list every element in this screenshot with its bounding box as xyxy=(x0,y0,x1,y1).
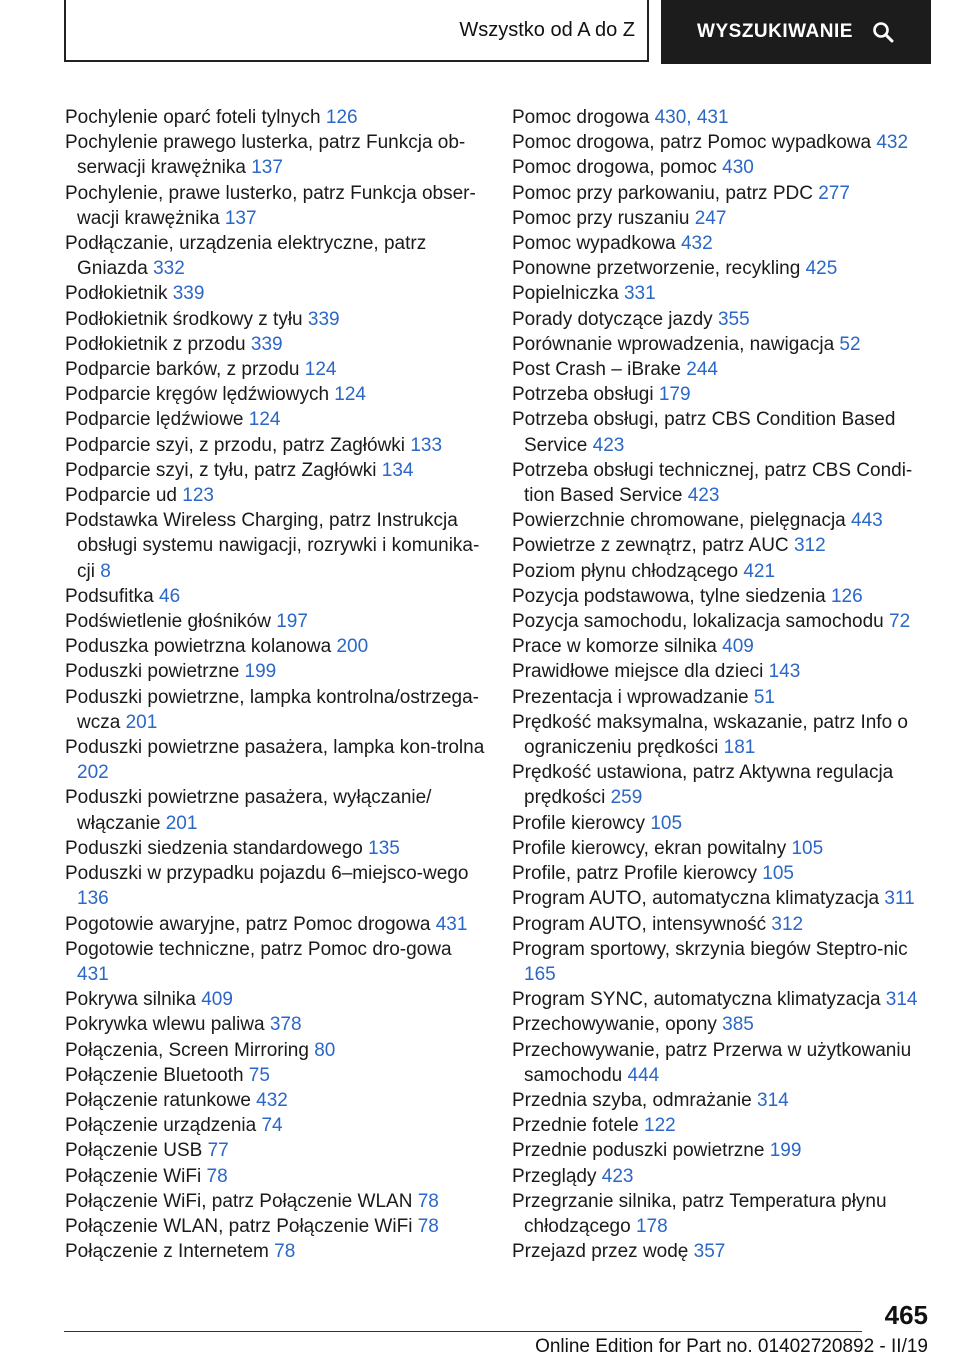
index-entry xyxy=(65,659,485,684)
index-entry xyxy=(65,861,485,911)
index-entry xyxy=(65,912,485,937)
entry-term: Potrzeba obsługi xyxy=(512,384,654,406)
entry-term: Poduszki powietrzne xyxy=(65,661,240,683)
index-entry xyxy=(512,836,927,861)
index-entry xyxy=(65,307,485,332)
entry-term: Pozycja podstawowa, tylne siedzenia xyxy=(512,585,826,607)
index-entry xyxy=(65,281,485,306)
page-reference-link[interactable]: 409 xyxy=(201,989,233,1011)
index-entry xyxy=(512,861,927,886)
index-entry xyxy=(512,1138,927,1163)
page-reference-link[interactable]: 332 xyxy=(153,258,185,280)
index-entry xyxy=(65,181,485,231)
index-entry xyxy=(512,382,927,407)
page-reference-link[interactable]: 80 xyxy=(314,1039,336,1061)
entry-term: Połączenie USB xyxy=(65,1140,203,1162)
page-reference-link[interactable]: 134 xyxy=(381,459,414,481)
page-reference-link[interactable]: 314 xyxy=(757,1089,789,1111)
index-entry xyxy=(65,836,485,861)
entry-term: Przednia szyba, odmrażanie xyxy=(512,1089,752,1111)
index-entry xyxy=(65,609,485,634)
page-reference-link[interactable]: 311 xyxy=(884,888,915,910)
entry-term: Program SYNC, automatyczna klimatyzacja xyxy=(512,989,881,1011)
index-entry xyxy=(512,710,927,760)
entry-term: Poziom płynu chłodzącego xyxy=(512,560,739,582)
entry-term: Pomoc wypadkowa xyxy=(512,233,676,255)
entry-term: Powierzchnie chromowane, pielęgnacja xyxy=(512,510,846,532)
page-reference-link[interactable]: 105 xyxy=(762,863,794,885)
entry-term: Podparcie szyi, z tyłu, patrz Zagłówki xyxy=(65,459,377,481)
index-entry xyxy=(512,105,927,130)
page-reference-link[interactable]: 179 xyxy=(658,384,691,406)
index-entry xyxy=(65,785,485,835)
index-entry xyxy=(512,609,927,634)
entry-term: Prace w komorze silnika xyxy=(512,636,717,658)
index-entry xyxy=(65,382,485,407)
index-entry xyxy=(512,987,927,1012)
index-entry xyxy=(65,685,485,735)
page-reference-link[interactable]: 259 xyxy=(610,787,643,809)
page-reference-link[interactable]: 78 xyxy=(274,1241,296,1263)
entry-term: Powietrze z zewnątrz, patrz AUC xyxy=(512,535,789,557)
index-entry xyxy=(512,1012,927,1037)
entry-term: Profile kierowcy xyxy=(512,812,646,834)
index-entry xyxy=(65,483,485,508)
search-tab[interactable] xyxy=(661,0,931,64)
page-reference-link[interactable]: 124 xyxy=(248,409,281,431)
index-entry xyxy=(512,508,927,533)
page-reference-link[interactable]: 277 xyxy=(818,182,850,204)
page-number: 465 xyxy=(884,1300,928,1330)
page-reference-link[interactable]: 202 xyxy=(77,762,109,784)
page-reference-link[interactable]: 312 xyxy=(793,535,826,557)
index-entry xyxy=(512,634,927,659)
index-entry xyxy=(512,130,927,155)
entry-term: Połączenia, Screen Mirroring xyxy=(65,1039,309,1061)
entry-term: Połączenie WiFi xyxy=(65,1165,202,1187)
page-reference-link[interactable]: 385 xyxy=(722,1014,754,1036)
entry-term: Połączenie WiFi, patrz Połączenie WLAN xyxy=(65,1190,413,1212)
page-reference-link[interactable]: 199 xyxy=(244,661,277,683)
page-reference-link[interactable]: 143 xyxy=(768,661,801,683)
page-reference-link[interactable]: 431 xyxy=(77,963,109,985)
index-entry xyxy=(65,105,485,130)
entry-term: Połączenie urządzenia xyxy=(65,1115,257,1137)
index-entry xyxy=(65,458,485,483)
index-entry xyxy=(512,407,927,457)
entry-term: Podparcie ud xyxy=(65,485,177,507)
page-reference-link[interactable]: 355 xyxy=(717,308,750,330)
entry-term: Podłokietnik z przodu xyxy=(65,333,246,355)
index-entry xyxy=(65,1063,485,1088)
page-reference-link[interactable]: 51 xyxy=(753,686,775,708)
index-entry xyxy=(65,735,485,785)
index-entry xyxy=(512,760,927,810)
entry-term: Prędkość maksymalna, wskazanie, patrz Info o ograniczeniu prędkości xyxy=(512,711,909,759)
index-entry xyxy=(65,1164,485,1189)
entry-term: Pochylenie, prawe lusterko, patrz Funkcja obser-wacji krawężnika xyxy=(65,182,476,229)
page-reference-link[interactable]: 200 xyxy=(336,636,369,658)
index-entry xyxy=(512,659,927,684)
index-entry xyxy=(65,937,485,987)
entry-term: Porównanie wprowadzenia, nawigacja xyxy=(512,333,835,355)
page-reference-link[interactable]: 181 xyxy=(723,737,756,759)
index-entry xyxy=(512,1113,927,1138)
page-reference-link[interactable]: 247 xyxy=(694,207,727,229)
footer-divider xyxy=(64,1331,862,1332)
index-entry xyxy=(65,407,485,432)
page-reference-link[interactable]: 357 xyxy=(693,1241,726,1263)
index-entry xyxy=(512,1088,927,1113)
entry-term: Profile kierowcy, ekran powitalny xyxy=(512,837,787,859)
page-reference-link[interactable]: 123 xyxy=(182,485,214,507)
entry-term: Pokrywka wlewu paliwa xyxy=(65,1014,265,1036)
index-entry xyxy=(512,181,927,206)
page-reference-link[interactable]: 78 xyxy=(417,1190,439,1212)
index-entry xyxy=(512,281,927,306)
index-entry xyxy=(65,1214,485,1239)
page-reference-link[interactable]: 126 xyxy=(325,107,358,128)
page-reference-link[interactable]: 124 xyxy=(334,384,366,406)
index-entry xyxy=(65,433,485,458)
page-reference-link[interactable]: 431 xyxy=(435,913,468,935)
page-reference-link[interactable]: 409 xyxy=(722,636,754,658)
entry-term: Połączenie ratunkowe xyxy=(65,1089,251,1111)
entry-term: Pomoc przy parkowaniu, patrz PDC xyxy=(512,182,813,204)
page-reference-link[interactable]: 78 xyxy=(417,1215,439,1237)
entry-term: Połączenie z Internetem xyxy=(65,1241,269,1263)
entry-term: Poduszki powietrzne pasażera, lampka kon-trolna xyxy=(65,737,485,759)
index-entry xyxy=(65,1088,485,1113)
top-navigation xyxy=(64,0,931,64)
entry-term: Przejazd przez wodę xyxy=(512,1241,689,1263)
entry-term: Prezentacja i wprowadzanie xyxy=(512,686,749,708)
page-reference-link[interactable]: 430 xyxy=(722,157,754,179)
entry-term: Połączenie Bluetooth xyxy=(65,1064,244,1086)
index-column-right xyxy=(512,105,927,1264)
index-entry xyxy=(512,307,927,332)
page-reference-link[interactable]: 339 xyxy=(250,333,283,355)
page-reference-link[interactable]: 72 xyxy=(889,611,911,633)
index-entry xyxy=(512,332,927,357)
entry-term: Przechowywanie, patrz Przerwa w użytkowaniu samochodu xyxy=(512,1039,912,1086)
entry-term: Poduszka powietrzna kolanowa xyxy=(65,636,332,658)
entry-term: Podłokietnik xyxy=(65,283,168,305)
page-reference-link[interactable]: 137 xyxy=(251,157,283,179)
entry-term: Potrzeba obsługi, patrz CBS Condition Based Service xyxy=(512,409,896,456)
index-entry xyxy=(512,231,927,256)
entry-term: Poduszki siedzenia standardowego xyxy=(65,837,363,859)
index-entry xyxy=(512,886,927,911)
page-reference-link[interactable]: 178 xyxy=(635,1215,668,1237)
magnifier-icon xyxy=(871,20,895,44)
entry-term: Poduszki powietrzne pasażera, wyłączanie/ włączanie xyxy=(65,787,432,834)
page-reference-link[interactable]: 201 xyxy=(165,812,198,834)
entry-term: Pomoc drogowa, pomoc xyxy=(512,157,717,179)
index-entry xyxy=(512,685,927,710)
index-column-left xyxy=(65,105,485,1264)
index-entry xyxy=(65,634,485,659)
entry-term: Program AUTO, automatyczna klimatyzacja xyxy=(512,888,880,910)
entry-term: Przednie fotele xyxy=(512,1115,639,1137)
page-reference-link[interactable]: 430, 431 xyxy=(654,107,729,128)
entry-term: Pomoc drogowa, patrz Pomoc wypadkowa xyxy=(512,132,872,154)
page-reference-link[interactable]: 423 xyxy=(592,434,625,456)
index-entry xyxy=(65,1138,485,1163)
entry-term: Podparcie kręgów lędźwiowych xyxy=(65,384,330,406)
page-reference-link[interactable]: 312 xyxy=(771,913,804,935)
entry-term: Popielniczka xyxy=(512,283,619,305)
entry-term: Porady dotyczące jazdy xyxy=(512,308,713,330)
index-entry xyxy=(512,559,927,584)
index-entry xyxy=(512,912,927,937)
page-reference-link[interactable]: 432 xyxy=(680,233,713,255)
index-entry xyxy=(512,811,927,836)
page-reference-link[interactable]: 137 xyxy=(224,207,257,229)
entry-term: Pochylenie oparć foteli tylnych xyxy=(65,107,321,128)
index-entry xyxy=(65,130,485,180)
page-reference-link[interactable]: 78 xyxy=(206,1165,228,1187)
index-entry xyxy=(65,1012,485,1037)
entry-term: Pogotowie awaryjne, patrz Pomoc drogowa xyxy=(65,913,431,935)
index-entry xyxy=(512,206,927,231)
page-reference-link[interactable]: 244 xyxy=(686,359,718,381)
page-reference-link[interactable]: 105 xyxy=(791,837,824,859)
entry-term: Pomoc drogowa xyxy=(512,107,650,128)
page-reference-link[interactable]: 124 xyxy=(304,359,337,381)
page-reference-link[interactable]: 331 xyxy=(623,283,656,305)
index-tab[interactable]: Wszystko od A do Z xyxy=(64,0,649,62)
edition-footer: Online Edition for Part no. 01402720892 - II/19 xyxy=(535,1336,928,1357)
index-entry xyxy=(65,1038,485,1063)
entry-term: Podstawka Wireless Charging, patrz Instrukcja obsługi systemu nawigacji, rozrywki i komunika-cji xyxy=(65,510,480,582)
index-entry xyxy=(65,584,485,609)
index-entry xyxy=(512,584,927,609)
page-reference-link[interactable]: 133 xyxy=(410,434,443,456)
index-entry xyxy=(512,1189,927,1239)
entry-term: Przechowywanie, opony xyxy=(512,1014,717,1036)
page-reference-link[interactable]: 199 xyxy=(769,1140,802,1162)
entry-term: Pomoc przy ruszaniu xyxy=(512,207,690,229)
entry-term: Poduszki w przypadku pojazdu 6–miejsco-wego xyxy=(65,863,469,885)
entry-term: Podłokietnik środkowy z tyłu xyxy=(65,308,303,330)
index-entry xyxy=(512,357,927,382)
page-reference-link[interactable]: 8 xyxy=(100,560,111,582)
page-reference-link[interactable]: 52 xyxy=(839,333,861,355)
page-reference-link[interactable]: 75 xyxy=(248,1064,270,1086)
index-entry xyxy=(65,1189,485,1214)
page-reference-link[interactable]: 432 xyxy=(256,1089,288,1111)
page-reference-link[interactable]: 423 xyxy=(687,485,720,507)
page-reference-link[interactable]: 77 xyxy=(207,1140,229,1162)
entry-term: Przeglądy xyxy=(512,1165,597,1187)
page-reference-link[interactable]: 74 xyxy=(261,1115,283,1137)
page-reference-link[interactable]: 197 xyxy=(276,611,308,633)
index-entry xyxy=(512,155,927,180)
index-entry xyxy=(65,357,485,382)
page-reference-link[interactable]: 135 xyxy=(368,837,400,859)
page-reference-link[interactable]: 126 xyxy=(830,585,863,607)
entry-term: Program sportowy, skrzynia biegów Steptro-nic xyxy=(512,938,908,960)
entry-term: Prędkość ustawiona, patrz Aktywna regulacja prędkości xyxy=(512,762,894,809)
entry-term: Podparcie szyi, z przodu, patrz Zagłówki xyxy=(65,434,406,456)
index-entry xyxy=(65,987,485,1012)
page-reference-link[interactable]: 339 xyxy=(307,308,340,330)
page-reference-link[interactable]: 136 xyxy=(77,888,109,910)
page-reference-link[interactable]: 105 xyxy=(650,812,683,834)
index-entry xyxy=(65,1113,485,1138)
page-reference-link[interactable]: 378 xyxy=(269,1014,302,1036)
entry-term: Pogotowie techniczne, patrz Pomoc dro-gowa xyxy=(65,938,452,960)
entry-term: Przegrzanie silnika, patrz Temperatura płynu chłodzącego xyxy=(512,1190,887,1237)
index-entry xyxy=(512,1239,927,1264)
page-reference-link[interactable]: 444 xyxy=(627,1064,660,1086)
entry-term: Potrzeba obsługi technicznej, patrz CBS Condi-tion Based Service xyxy=(512,459,913,507)
page-reference-link[interactable]: 122 xyxy=(644,1115,676,1137)
index-entry xyxy=(512,256,927,281)
entry-term: Połączenie WLAN, patrz Połączenie WiFi xyxy=(65,1215,413,1237)
entry-term: Przednie poduszki powietrzne xyxy=(512,1140,765,1162)
entry-term: Podświetlenie głośników xyxy=(65,611,271,633)
entry-term: Post Crash – iBrake xyxy=(512,359,681,381)
page-reference-link[interactable]: 46 xyxy=(159,585,181,607)
entry-term: Poduszki powietrzne, lampka kontrolna/ostrzega-wcza xyxy=(65,686,479,733)
entry-term: Podsufitka xyxy=(65,585,154,607)
entry-term: Pozycja samochodu, lokalizacja samochodu xyxy=(512,611,884,633)
index-entry xyxy=(65,231,485,281)
entry-term: Pochylenie prawego lusterka, patrz Funkcja ob-serwacji krawężnika xyxy=(65,132,466,179)
page-reference-link[interactable]: 432 xyxy=(876,132,909,154)
page-reference-link[interactable]: 314 xyxy=(885,989,918,1011)
index-entry xyxy=(512,1038,927,1088)
entry-term: Profile, patrz Profile kierowcy xyxy=(512,863,757,885)
page-reference-link[interactable]: 201 xyxy=(125,711,158,733)
index-entry xyxy=(512,458,927,508)
entry-term: Podłączanie, urządzenia elektryczne, patrz Gniazda xyxy=(65,233,427,280)
index-entry xyxy=(65,508,485,584)
entry-term: Prawidłowe miejsce dla dzieci xyxy=(512,661,764,683)
page-reference-link[interactable]: 443 xyxy=(851,510,883,532)
index-entry xyxy=(512,1164,927,1189)
entry-term: Podparcie lędźwiowe xyxy=(65,409,244,431)
search-tab-label: WYSZUKIWANIE xyxy=(697,21,853,42)
page-reference-link[interactable]: 425 xyxy=(805,258,838,280)
page-reference-link[interactable]: 421 xyxy=(743,560,776,582)
index-entry xyxy=(65,1239,485,1264)
page-reference-link[interactable]: 423 xyxy=(601,1165,634,1187)
index-entry xyxy=(512,937,927,987)
entry-term: Ponowne przetworzenie, recykling xyxy=(512,258,801,280)
entry-term: Program AUTO, intensywność xyxy=(512,913,767,935)
index-entry xyxy=(65,332,485,357)
index-entry xyxy=(512,533,927,558)
page-reference-link[interactable]: 165 xyxy=(524,963,556,985)
entry-term: Podparcie barków, z przodu xyxy=(65,359,300,381)
entry-term: Pokrywa silnika xyxy=(65,989,196,1011)
page-reference-link[interactable]: 339 xyxy=(172,283,205,305)
